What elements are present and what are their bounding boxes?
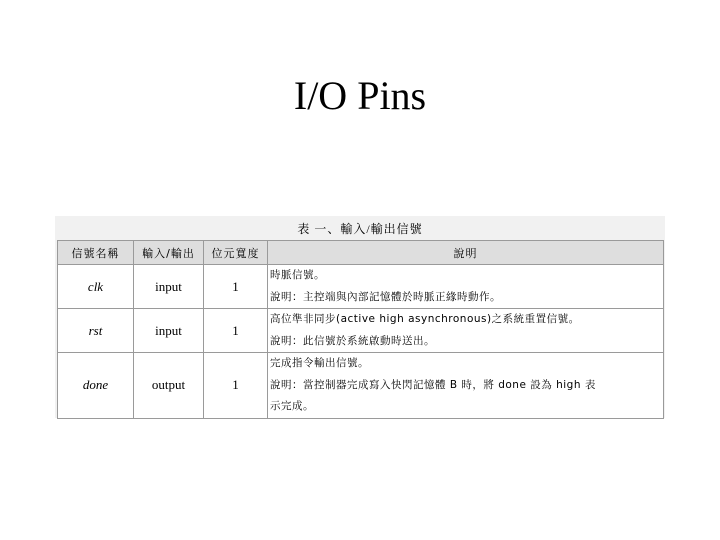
- table-row: [58, 353, 664, 419]
- description-line: 時脈信號。: [270, 269, 325, 281]
- io-signal-table-image: [55, 216, 665, 418]
- table-header-row: [58, 241, 664, 265]
- description-line: 示完成。: [270, 400, 314, 412]
- direction-cell: output: [134, 353, 204, 419]
- description-line: 說明：主控端與內部記憶體於時脈正緣時動作。: [270, 290, 501, 303]
- direction-cell: input: [134, 309, 204, 353]
- io-signal-table: [57, 240, 664, 419]
- header-direction: 輸入/輸出: [134, 241, 204, 265]
- header-description: 說明: [268, 241, 664, 265]
- width-cell: 1: [204, 309, 268, 353]
- signal-name-cell: rst: [58, 309, 134, 353]
- description-cell: [268, 353, 664, 419]
- description-line: 說明：此信號於系統啟動時送出。: [270, 334, 435, 347]
- description-line: 高位準非同步(active high asynchronous)之系統重置信號。: [270, 313, 580, 325]
- table-caption: 表 一、輸入/輸出信號: [297, 222, 423, 236]
- width-cell: 1: [204, 265, 268, 309]
- table-row: [58, 309, 664, 353]
- width-cell: 1: [204, 353, 268, 419]
- table-row: [58, 265, 664, 309]
- signal-name-cell: done: [58, 353, 134, 419]
- header-signal-name: 信號名稱: [58, 241, 134, 265]
- description-line: 完成指令輸出信號。: [270, 357, 369, 369]
- slide-title: I/O Pins: [293, 73, 427, 118]
- signal-name-cell: clk: [58, 265, 134, 309]
- direction-cell: input: [134, 265, 204, 309]
- description-cell: [268, 309, 664, 353]
- description-line: 說明：當控制器完成寫入快閃記憶體 B 時，將 done 設為 high 表: [270, 378, 596, 391]
- header-bit-width: 位元寬度: [204, 241, 268, 265]
- description-cell: [268, 265, 664, 309]
